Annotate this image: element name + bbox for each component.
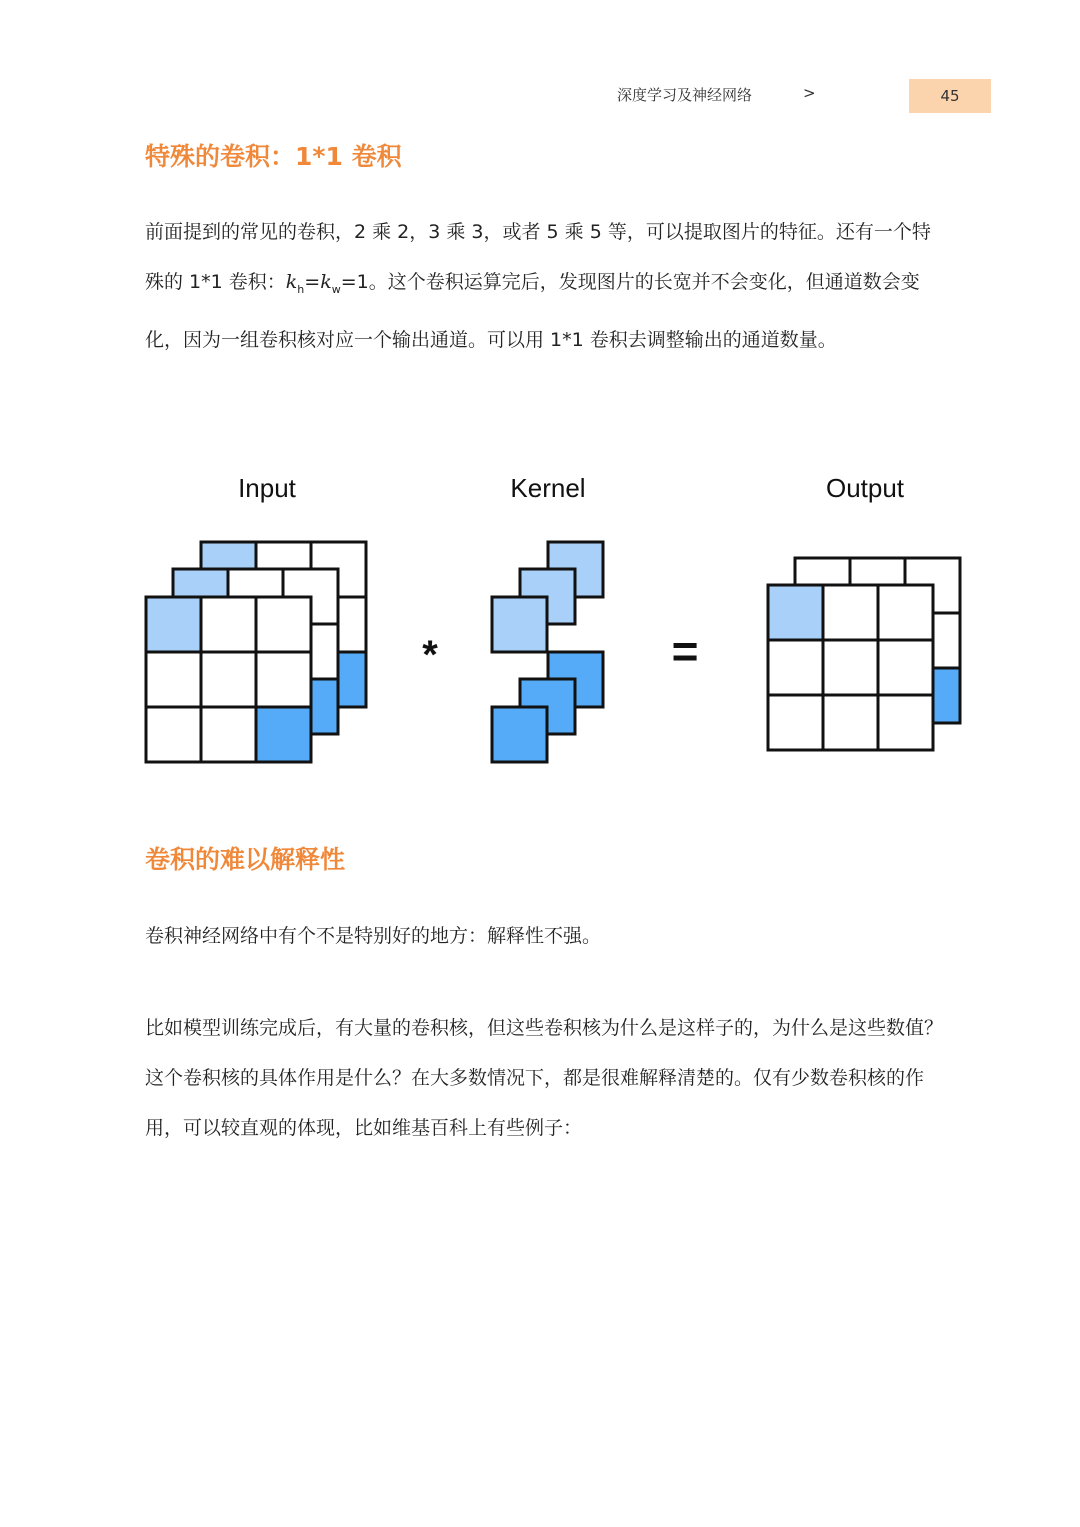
equals-operator: = bbox=[671, 625, 699, 677]
times-operator: * bbox=[422, 633, 438, 677]
kernel-cell bbox=[492, 597, 547, 652]
output-channel-1 bbox=[768, 585, 933, 750]
paragraph-text-a: 前面提到的常见的卷积，2 乘 2，3 乘 3，或者 5 乘 5 等，可以提取图片的特征。还有一个特殊的 1*1 卷积： bbox=[145, 221, 931, 293]
formula-eq2: =1 bbox=[340, 271, 369, 293]
section-title-interpretability: 卷积的难以解释性 bbox=[145, 845, 346, 874]
formula-k2: k bbox=[320, 271, 332, 293]
conv-1x1-figure bbox=[140, 455, 970, 770]
kernel-label: Kernel bbox=[510, 473, 586, 503]
header-section-title: 深度学习及神经网络 bbox=[617, 86, 753, 104]
input-label: Input bbox=[238, 473, 296, 503]
kernel-light bbox=[492, 542, 603, 652]
input-cell bbox=[256, 707, 311, 762]
input-cell bbox=[256, 652, 311, 707]
input-cell bbox=[146, 652, 201, 707]
formula-eq1: = bbox=[304, 271, 321, 293]
output-cell bbox=[878, 695, 933, 750]
input-cell bbox=[256, 597, 311, 652]
header-arrow: > bbox=[803, 84, 816, 102]
kernel-dark bbox=[492, 652, 603, 762]
input-channel-1 bbox=[146, 597, 311, 762]
formula-w: w bbox=[331, 282, 341, 296]
output-cell bbox=[768, 640, 823, 695]
section-title-1x1-conv: 特殊的卷积：1*1 卷积 bbox=[145, 142, 402, 171]
input-cell bbox=[201, 652, 256, 707]
formula-h: h bbox=[297, 282, 305, 296]
input-cell bbox=[146, 707, 201, 762]
output-cell bbox=[768, 695, 823, 750]
formula-k: k bbox=[285, 271, 298, 293]
output-cell bbox=[878, 640, 933, 695]
output-cell bbox=[878, 585, 933, 640]
paragraph-interpretability-1: 卷积神经网络中有个不是特别好的地方：解释性不强。 bbox=[145, 925, 602, 947]
output-cell bbox=[823, 640, 878, 695]
output-cell bbox=[768, 585, 823, 640]
output-label: Output bbox=[825, 473, 905, 503]
paragraph-text-b: 。这个卷积运算完后，发现图片的长宽并不会变化，但通道数会变化，因为一组卷积核对应一个输出通道。可以用 1*1 卷积去调整输出的通道数量。 bbox=[145, 271, 920, 351]
input-cell bbox=[146, 597, 201, 652]
paragraph-interpretability-2: 比如模型训练完成后，有大量的卷积核，但这些卷积核为什么是这样子的，为什么是这些数值？这个卷积核的具体作用是什么？在大多数情况下，都是很难解释清楚的。仅有少数卷积核的作用，可以较直观的体现，比如维基百科上有些例子： bbox=[145, 1017, 944, 1139]
output-cell bbox=[823, 695, 878, 750]
page-number: 45 bbox=[909, 79, 991, 113]
paragraph-1x1-conv bbox=[145, 207, 945, 365]
kernel-cell bbox=[492, 707, 547, 762]
input-cell bbox=[201, 707, 256, 762]
output-cell bbox=[823, 585, 878, 640]
input-cell bbox=[201, 597, 256, 652]
